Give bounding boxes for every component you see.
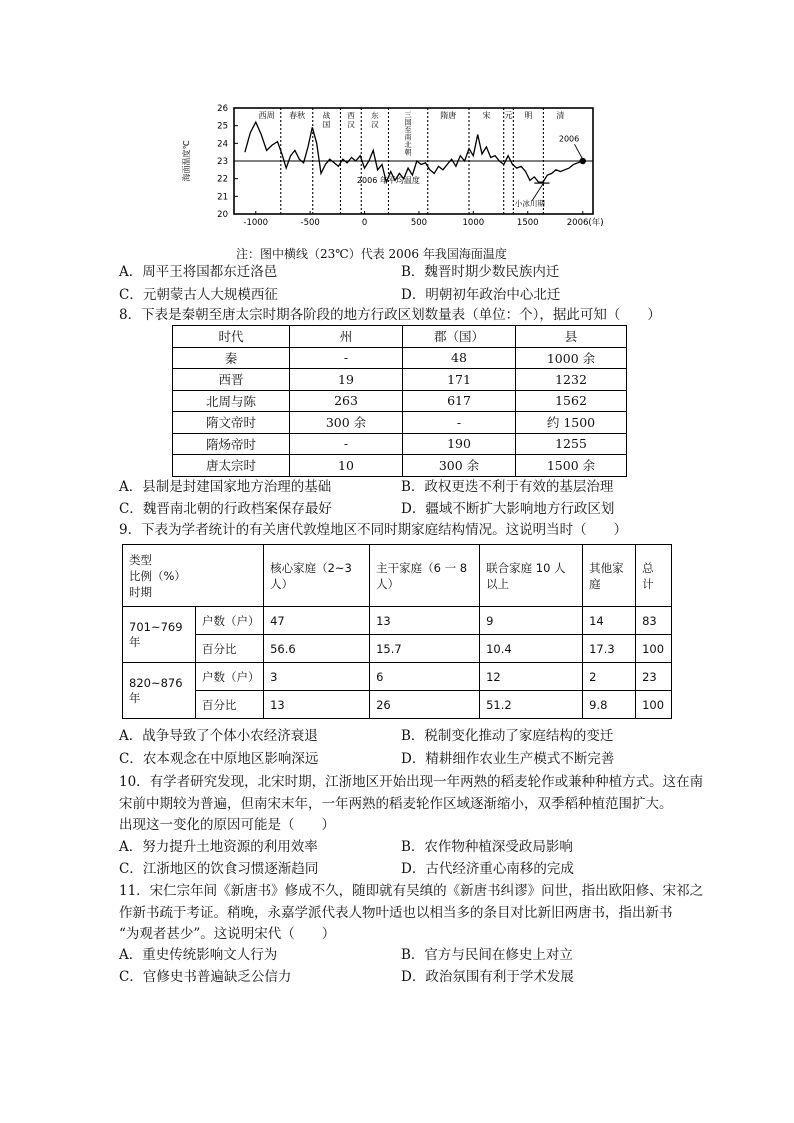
table-cell: 300 余 xyxy=(290,412,403,434)
table-cell: 13 xyxy=(264,691,370,719)
temperature-chart xyxy=(180,100,620,232)
table-header-cell: 时代 xyxy=(173,326,290,348)
q10-stem-line3: 出现这一变化的原因可能是（ ） xyxy=(119,817,335,833)
table-cell: 1562 xyxy=(516,390,627,412)
annotation-little-ice-age: 小冰川期 xyxy=(514,199,545,209)
annotation-pointer xyxy=(532,182,544,201)
table-cell: 100 xyxy=(636,635,672,663)
q11-option-b[interactable]: B．官方与民间在修史上对立 xyxy=(401,947,573,963)
period-cell: 701~769年 xyxy=(123,607,196,663)
q9-table xyxy=(122,544,672,719)
q8-option-d[interactable]: D．疆域不断扩大影响地方行政区划 xyxy=(401,501,615,517)
table-header-cell: 郡（国） xyxy=(403,326,516,348)
table-cell: 户数（户） xyxy=(196,663,264,691)
annotation-arrow xyxy=(575,144,583,158)
q8-stem: 8．下表是秦朝至唐太宗时期各阶段的地方行政区划数量表（单位：个），据此可知（ ） xyxy=(119,307,661,323)
table-cell: 隋炀帝时 xyxy=(173,433,290,455)
x-tick-label: 500 xyxy=(410,218,428,228)
period-label: 三国至南北朝 xyxy=(404,111,412,157)
table-cell: 1000 余 xyxy=(516,347,627,369)
y-tick-label: 20 xyxy=(217,210,228,220)
q9-option-d[interactable]: D．精耕细作农业生产模式不断完善 xyxy=(401,751,615,767)
temperature-series-line xyxy=(245,122,583,182)
q11-option-d[interactable]: D．政治氛围有利于学术发展 xyxy=(401,969,574,985)
table-cell: 617 xyxy=(403,390,516,412)
corner-label: 类型 xyxy=(129,552,152,567)
table-cell: 56.6 xyxy=(264,635,370,663)
q8-option-c[interactable]: C．魏晋南北朝的行政档案保存最好 xyxy=(119,501,332,517)
table-cell: 户数（户） xyxy=(196,607,264,635)
corner-label: 比例（%） xyxy=(129,568,186,583)
y-tick-label: 25 xyxy=(217,121,228,132)
endpoint-marker xyxy=(580,158,586,164)
table-header-cell: 主干家庭（6 一 8人） xyxy=(370,545,480,607)
x-tick-label: -1000 xyxy=(243,218,269,228)
period-label: 元 xyxy=(504,111,513,120)
corner-label: 时期 xyxy=(129,584,152,599)
y-tick-label: 21 xyxy=(217,192,228,203)
table-cell: 唐太宗时 xyxy=(173,455,290,477)
annotation-2006: 2006 xyxy=(558,134,580,144)
table-header-row xyxy=(123,545,672,607)
period-label: 西汉 xyxy=(347,111,355,129)
table-cell: 26 xyxy=(370,691,480,719)
table-cell: 23 xyxy=(636,663,672,691)
table-cell: 48 xyxy=(403,347,516,369)
table-cell: 3 xyxy=(264,663,370,691)
q7-option-a[interactable]: A．周平王将国都东迁洛邑 xyxy=(119,264,278,280)
table-header-cell: 总计 xyxy=(636,545,672,607)
table-row xyxy=(173,433,627,455)
table-cell: 隋文帝时 xyxy=(173,412,290,434)
q9-option-c[interactable]: C．农本观念在中原地区影响深远 xyxy=(119,751,319,767)
y-tick-label: 24 xyxy=(217,139,228,150)
table-row xyxy=(123,607,672,635)
table-cell: 83 xyxy=(636,607,672,635)
x-tick-label: 1500 xyxy=(516,218,539,228)
q10-option-a[interactable]: A．努力提升土地资源的利用效率 xyxy=(119,839,318,855)
table-cell: 19 xyxy=(290,369,403,391)
table-row xyxy=(173,455,627,477)
period-label: 西周 xyxy=(258,111,275,120)
table-cell: 百分比 xyxy=(196,635,264,663)
period-label: 清 xyxy=(556,111,565,120)
q10-option-c[interactable]: C．江浙地区的饮食习惯逐渐趋同 xyxy=(119,861,319,877)
table-header-cell: 其他家庭 xyxy=(583,545,636,607)
q7-option-b[interactable]: B．魏晋时期少数民族内迁 xyxy=(401,264,560,280)
table-cell: 51.2 xyxy=(480,691,583,719)
table-row xyxy=(123,663,672,691)
table-header-row xyxy=(173,326,627,348)
period-label: 春秋 xyxy=(289,111,306,120)
q11-option-a[interactable]: A．重史传统影响文人行为 xyxy=(119,947,278,963)
q11-option-c[interactable]: C．官修史书普遍缺乏公信力 xyxy=(119,969,292,985)
table-header-cell: 核心家庭（2~3人） xyxy=(264,545,370,607)
q10-stem-line2: 宋前中期较为普遍，但南宋末年，一年两熟的稻麦轮作区域逐渐缩小，双季稻种植范围扩大。 xyxy=(119,796,673,812)
table-cell: 北周与陈 xyxy=(173,390,290,412)
table-cell: 300 余 xyxy=(403,455,516,477)
table-cell: 6 xyxy=(370,663,480,691)
table-cell: 13 xyxy=(370,607,480,635)
table-cell: 12 xyxy=(480,663,583,691)
period-cell: 820~876年 xyxy=(123,663,196,719)
q11-stem-line2: 作新书疏于考证。稍晚，永嘉学派代表人物叶适也以相当多的条目对比新旧两唐书，指出新书 xyxy=(119,905,673,921)
q10-option-d[interactable]: D．古代经济重心南移的完成 xyxy=(401,861,574,877)
table-corner-cell xyxy=(123,545,264,607)
x-tick-label: 1000 xyxy=(462,218,485,228)
table-cell: 10 xyxy=(290,455,403,477)
table-cell: 1255 xyxy=(516,433,627,455)
table-cell: 百分比 xyxy=(196,691,264,719)
table-cell: 100 xyxy=(636,691,672,719)
period-label: 战国 xyxy=(322,111,331,129)
table-cell: 10.4 xyxy=(480,635,583,663)
x-tick-label: -500 xyxy=(300,218,320,228)
q11-stem-line1: 11．宋仁宗年间《新唐书》修成不久，随即就有吴缜的《新唐书纠谬》问世，指出欧阳修、宋祁之 xyxy=(119,883,704,899)
table-cell: 14 xyxy=(583,607,636,635)
q9-option-a[interactable]: A．战争导致了个体小农经济衰退 xyxy=(119,728,318,744)
period-label: 宋 xyxy=(482,111,491,120)
q7-option-c[interactable]: C．元朝蒙古人大规模西征 xyxy=(119,287,278,303)
q10-option-b[interactable]: B．农作物种植深受政局影响 xyxy=(401,839,573,855)
table-header-cell: 联合家庭 10 人以上 xyxy=(480,545,583,607)
period-label: 明 xyxy=(524,111,533,120)
q9-option-b[interactable]: B．税制变化推动了家庭结构的变迁 xyxy=(401,728,614,744)
q8-option-b[interactable]: B．政权更迭不利于有效的基层治理 xyxy=(401,479,614,495)
table-row xyxy=(173,347,627,369)
y-tick-label: 26 xyxy=(217,104,228,114)
table-cell: 1500 余 xyxy=(516,455,627,477)
q7-option-d[interactable]: D．明朝初年政治中心北迁 xyxy=(401,287,561,303)
x-tick-label: 0 xyxy=(361,218,368,228)
table-cell: - xyxy=(290,433,403,455)
table-row xyxy=(173,390,627,412)
table-row xyxy=(173,412,627,434)
table-row xyxy=(123,635,672,663)
table-cell: 9 xyxy=(480,607,583,635)
table-cell: 47 xyxy=(264,607,370,635)
table-cell: 190 xyxy=(403,433,516,455)
period-label: 东汉 xyxy=(371,111,379,129)
table-cell: - xyxy=(290,347,403,369)
table-cell: 秦 xyxy=(173,347,290,369)
chart-note: 注：图中横线（23℃）代表 2006 年我国海面温度 xyxy=(236,247,507,261)
period-label: 隋唐 xyxy=(440,111,457,120)
table-cell: - xyxy=(403,412,516,434)
table-cell: 2 xyxy=(583,663,636,691)
table-cell: 15.7 xyxy=(370,635,480,663)
y-tick-label: 22 xyxy=(217,174,228,185)
y-axis-label: 海面温度℃ xyxy=(182,140,191,182)
x-tick-label: 2006(年) xyxy=(566,218,604,228)
y-tick-label: 23 xyxy=(217,157,228,167)
table-cell: 171 xyxy=(403,369,516,391)
q11-stem-line3: “为观者甚少”。这说明宋代（ ） xyxy=(119,926,336,942)
table-header-cell: 州 xyxy=(290,326,403,348)
table-header-cell: 县 xyxy=(516,326,627,348)
q10-stem-line1: 10．有学者研究发现，北宋时期，江浙地区开始出现一年两熟的稻麦轮作或兼种种植方式。这在南 xyxy=(119,774,704,790)
table-cell: 17.3 xyxy=(583,635,636,663)
table-row xyxy=(123,691,672,719)
table-cell: 263 xyxy=(290,390,403,412)
table-row xyxy=(173,369,627,391)
q9-stem: 9．下表为学者统计的有关唐代敦煌地区不同时期家庭结构情况。这说明当时（ ） xyxy=(119,522,628,538)
q8-option-a[interactable]: A．县制是封建国家地方治理的基础 xyxy=(119,479,332,495)
table-cell: 西晋 xyxy=(173,369,290,391)
table-cell: 1232 xyxy=(516,369,627,391)
table-cell: 9.8 xyxy=(583,691,636,719)
reference-label: 2006 年平均温度 xyxy=(356,176,420,186)
table-cell: 约 1500 xyxy=(516,412,627,434)
q8-table xyxy=(172,325,627,477)
